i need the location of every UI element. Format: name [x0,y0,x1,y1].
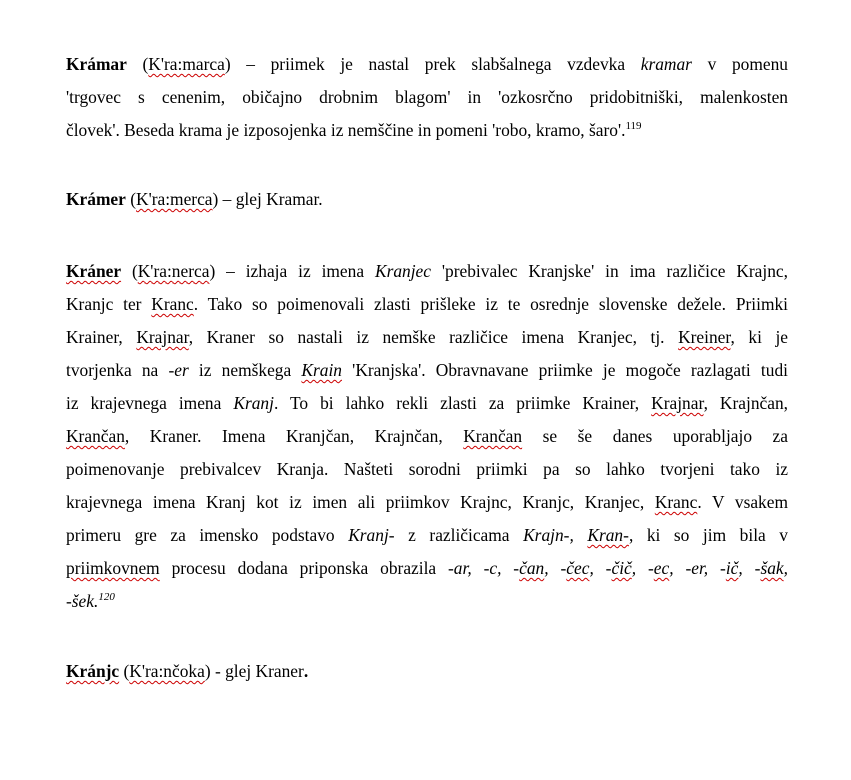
text-run: procesu dodana priponska obrazila [159,558,449,578]
text-line [66,288,788,321]
text-run: . V vsakem [697,492,788,512]
text-run: Kranj- [348,525,395,545]
text-run: čan [519,558,545,578]
text-run: K'ra:nerca [137,261,210,281]
text-run: Krančan [66,426,125,446]
text-run: ( [125,189,137,209]
text-run: Krajn- [523,525,570,545]
text-line [66,453,788,486]
text-run: v pomenu [691,54,789,74]
entry-kraner [66,255,788,618]
text-run: , -er, - [669,558,726,578]
text-run: Kranjec [374,261,431,281]
text-run: krajevnega imena Kranj kot iz imen ali priimkov Krajnc, Kranjc, Kranjec, [66,492,655,512]
text-line [66,114,788,147]
text-run: ( [121,261,138,281]
text-run: se še danes uporabljajo za [522,426,788,446]
text-run: primeru gre za imensko podstavo [66,525,349,545]
text-run: ) - glej Kraner [204,661,304,681]
text-line [66,48,788,81]
text-run: . Tako so poimenovali zlasti prišleke iz te osrednje slovenske dežele. Priimki [193,294,788,314]
text-run: 'prebivalec Kranjske' in ima različice Krajnc, [431,261,788,281]
text-run: , - [738,558,761,578]
text-run: , - [589,558,612,578]
headword: Krámar [66,54,127,74]
text-run: Krajnar [651,393,704,413]
text-line [66,354,788,387]
headword: . [303,661,309,681]
text-run: čec [566,558,590,578]
footnote-ref: 120 [98,591,115,603]
text-run: Krančan [463,426,523,446]
text-run: , ki je [730,327,789,347]
text-run: Krainer, [66,327,137,347]
text-run: . To bi lahko rekli zlasti za priimke Krainer, [273,393,652,413]
text-run: -šek. [66,591,99,611]
text-run: čič [611,558,632,578]
text-run: , Krajnčan, [703,393,788,413]
text-line [66,552,788,585]
text-run: iz krajevnega imena [66,393,234,413]
text-run: Kranc [151,294,194,314]
text-run: Krajnar [136,327,189,347]
text-run: ec [653,558,670,578]
text-run: šak [760,558,784,578]
text-line [66,255,788,288]
text-line [66,655,788,688]
text-run: , - [544,558,567,578]
text-run: , ki so jim bila v [628,525,788,545]
text-run: -er [168,360,189,380]
text-run: 'Kranjska'. Obravnavane priimke je mogoče razlagati tudi [342,360,788,380]
text-run: K'ra:merca [136,189,213,209]
text-run: , - [631,558,654,578]
text-run: , [569,525,588,545]
text-run: človek'. Beseda krama je izposojenka iz nemščine in pomeni 'robo, kramo, šaro'. [66,120,626,140]
text-run: Kranc [654,492,698,512]
text-line [66,486,788,519]
text-run: , [783,558,788,578]
text-run: Kranj [233,393,274,413]
text-line [66,585,788,618]
text-run: iz nemškega [188,360,302,380]
text-run: poimenovanje prebivalcev Kranja. Našteti sorodni priimki pa so lahko tvorjeni tako iz [66,459,788,479]
headword: Kránjc [66,661,120,681]
text-run: ič [725,558,739,578]
text-run: ) – glej Kramar. [212,189,323,209]
entry-kramar [66,48,788,147]
text-run: priimkovnem [66,558,160,578]
text-run: tvorjenka na [66,360,169,380]
text-line [66,183,788,216]
text-run: -ar, -c, - [448,558,520,578]
footnote-ref: 119 [625,120,642,132]
text-run: , Kraner so nastali iz nemške različice imena Kranjec, tj. [188,327,679,347]
entry-kramer [66,183,788,216]
text-run: K'ra:marca [148,54,225,74]
text-run: Kranjc ter [66,294,152,314]
text-run: ) – priimek je nastal prek slabšalnega vzdevka [224,54,641,74]
text-run: Krain [301,360,342,380]
text-line [66,387,788,420]
text-run: ( [126,54,149,74]
text-run: K'ra:nčoka [129,661,205,681]
text-run: , Kraner. Imena Kranjčan, Krajnčan, [124,426,464,446]
text-line [66,81,788,114]
text-run: Kran- [587,525,629,545]
text-run: ) – izhaja iz imena [209,261,375,281]
text-line [66,321,788,354]
text-run: kramar [640,54,692,74]
headword: Krámer [66,189,126,209]
text-line [66,420,788,453]
headword: Kráner [66,261,122,281]
text-run: ( [119,661,130,681]
entry-kranjc [66,655,788,688]
text-run: 'trgovec s cenenim, običajno drobnim blagom' in 'ozkosrčno pridobitniški, malenkosten [66,87,788,107]
text-run: z različicama [394,525,524,545]
text-line [66,519,788,552]
text-run: Kreiner [678,327,731,347]
